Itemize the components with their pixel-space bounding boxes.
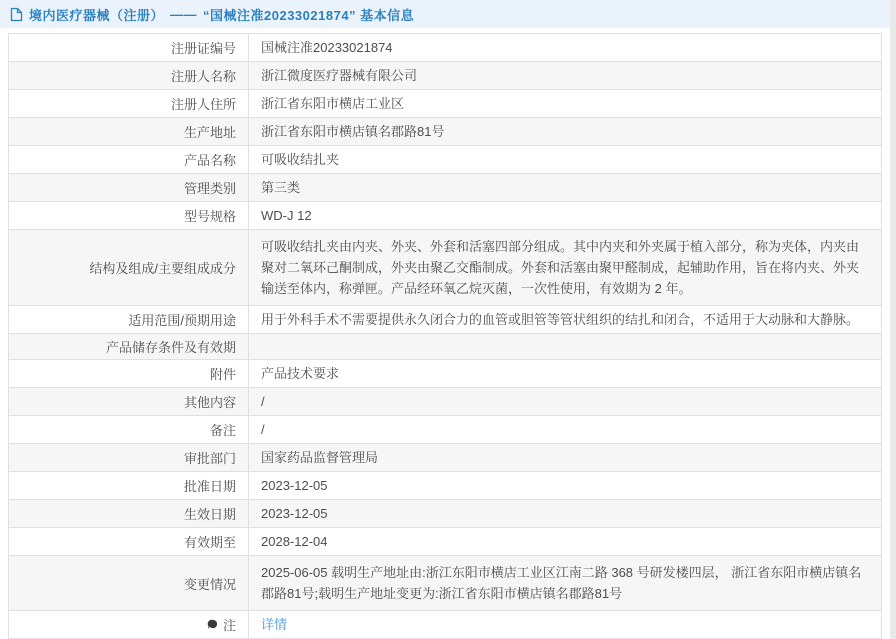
page-title-left: 境内医疗器械（注册） [29, 7, 165, 23]
row-label: 有效期至 [9, 528, 249, 555]
row-label: 型号规格 [9, 202, 249, 229]
row-value: / [261, 394, 265, 409]
row-valid-until [9, 528, 881, 556]
row-structure-composition [9, 230, 881, 306]
row-value: 浙江微度医疗器械有限公司 [261, 68, 418, 83]
row-registrant-name [9, 62, 881, 90]
row-other-content [9, 388, 881, 416]
row-production-address [9, 118, 881, 146]
row-value: WD-J 12 [261, 208, 312, 223]
row-value: 2023-12-05 [261, 478, 328, 493]
row-label: 生产地址 [9, 118, 249, 145]
row-registrant-address [9, 90, 881, 118]
row-note [9, 611, 881, 639]
row-attachment [9, 360, 881, 388]
row-change-info [9, 556, 881, 611]
row-value: 产品技术要求 [261, 366, 340, 381]
row-label: 注册人住所 [9, 90, 249, 117]
document-icon [10, 7, 23, 22]
row-value [249, 334, 881, 359]
row-value: 2025-06-05 载明生产地址由:浙江东阳市横店工业区江南二路 368 号研发楼四层， 浙江省东阳市横店镇名郡路81号;载明生产地址变更为:浙江省东阳市横店镇名郡路81号 [261, 565, 862, 601]
row-value: 用于外科手术不需要提供永久闭合力的血管或胆管等管状组织的结扎和闭合，不适用于大动脉和大静脉。 [261, 312, 860, 327]
row-remarks [9, 416, 881, 444]
page-header [0, 0, 890, 28]
row-value: 国家药品监督管理局 [261, 450, 379, 465]
row-label: 产品储存条件及有效期 [9, 334, 249, 359]
row-label: 批准日期 [9, 472, 249, 499]
row-label: 其他内容 [9, 388, 249, 415]
row-value: 浙江省东阳市横店镇名郡路81号 [261, 124, 445, 139]
row-approval-department [9, 444, 881, 472]
row-label: 生效日期 [9, 500, 249, 527]
row-value: / [261, 422, 265, 437]
row-label: 适用范围/预期用途 [9, 306, 249, 333]
row-label: 变更情况 [9, 556, 249, 610]
registration-info-table [8, 33, 882, 639]
details-link[interactable]: 详情 [261, 617, 288, 632]
row-label: 审批部门 [9, 444, 249, 471]
row-management-category [9, 174, 881, 202]
row-label: 产品名称 [9, 146, 249, 173]
row-value: 国械注准20233021874 [261, 40, 393, 55]
row-label: 附件 [9, 360, 249, 387]
row-label: 结构及组成/主要组成成分 [9, 230, 249, 305]
row-value: 可吸收结扎夹 [261, 152, 340, 167]
page-title-separator: —— [170, 6, 198, 22]
page-title-right: “国械注准20233021874” 基本信息 [203, 7, 415, 23]
row-value: 2028-12-04 [261, 534, 328, 549]
note-label-text: 注 [222, 618, 236, 633]
row-effective-date [9, 500, 881, 528]
row-value: 可吸收结扎夹由内夹、外夹、外套和活塞四部分组成。其中内夹和外夹属于植入部分，称为夹体，内夹由聚对二氧环己酮制成，外夹由聚乙交酯制成。外套和活塞由聚甲醛制成，起辅助作用，旨在将内夹、外夹输送至体内，称弹匣。产品经环氧乙烷灭菌，一次性使用，有效期为 2 年。 [261, 239, 860, 296]
note-balloon-icon [207, 619, 218, 630]
row-label: 备注 [9, 416, 249, 443]
row-model-spec [9, 202, 881, 230]
row-value: 浙江省东阳市横店工业区 [261, 96, 405, 111]
row-approval-date [9, 472, 881, 500]
row-value: 2023-12-05 [261, 506, 328, 521]
row-value [249, 611, 881, 638]
row-scope-of-application [9, 306, 881, 334]
row-label: 注册人名称 [9, 62, 249, 89]
row-product-name [9, 146, 881, 174]
row-label [9, 611, 249, 638]
row-value: 第三类 [261, 180, 301, 195]
row-storage-conditions [9, 334, 881, 360]
row-label: 注册证编号 [9, 34, 249, 61]
row-label: 管理类别 [9, 174, 249, 201]
row-registration-cert-number [9, 34, 881, 62]
